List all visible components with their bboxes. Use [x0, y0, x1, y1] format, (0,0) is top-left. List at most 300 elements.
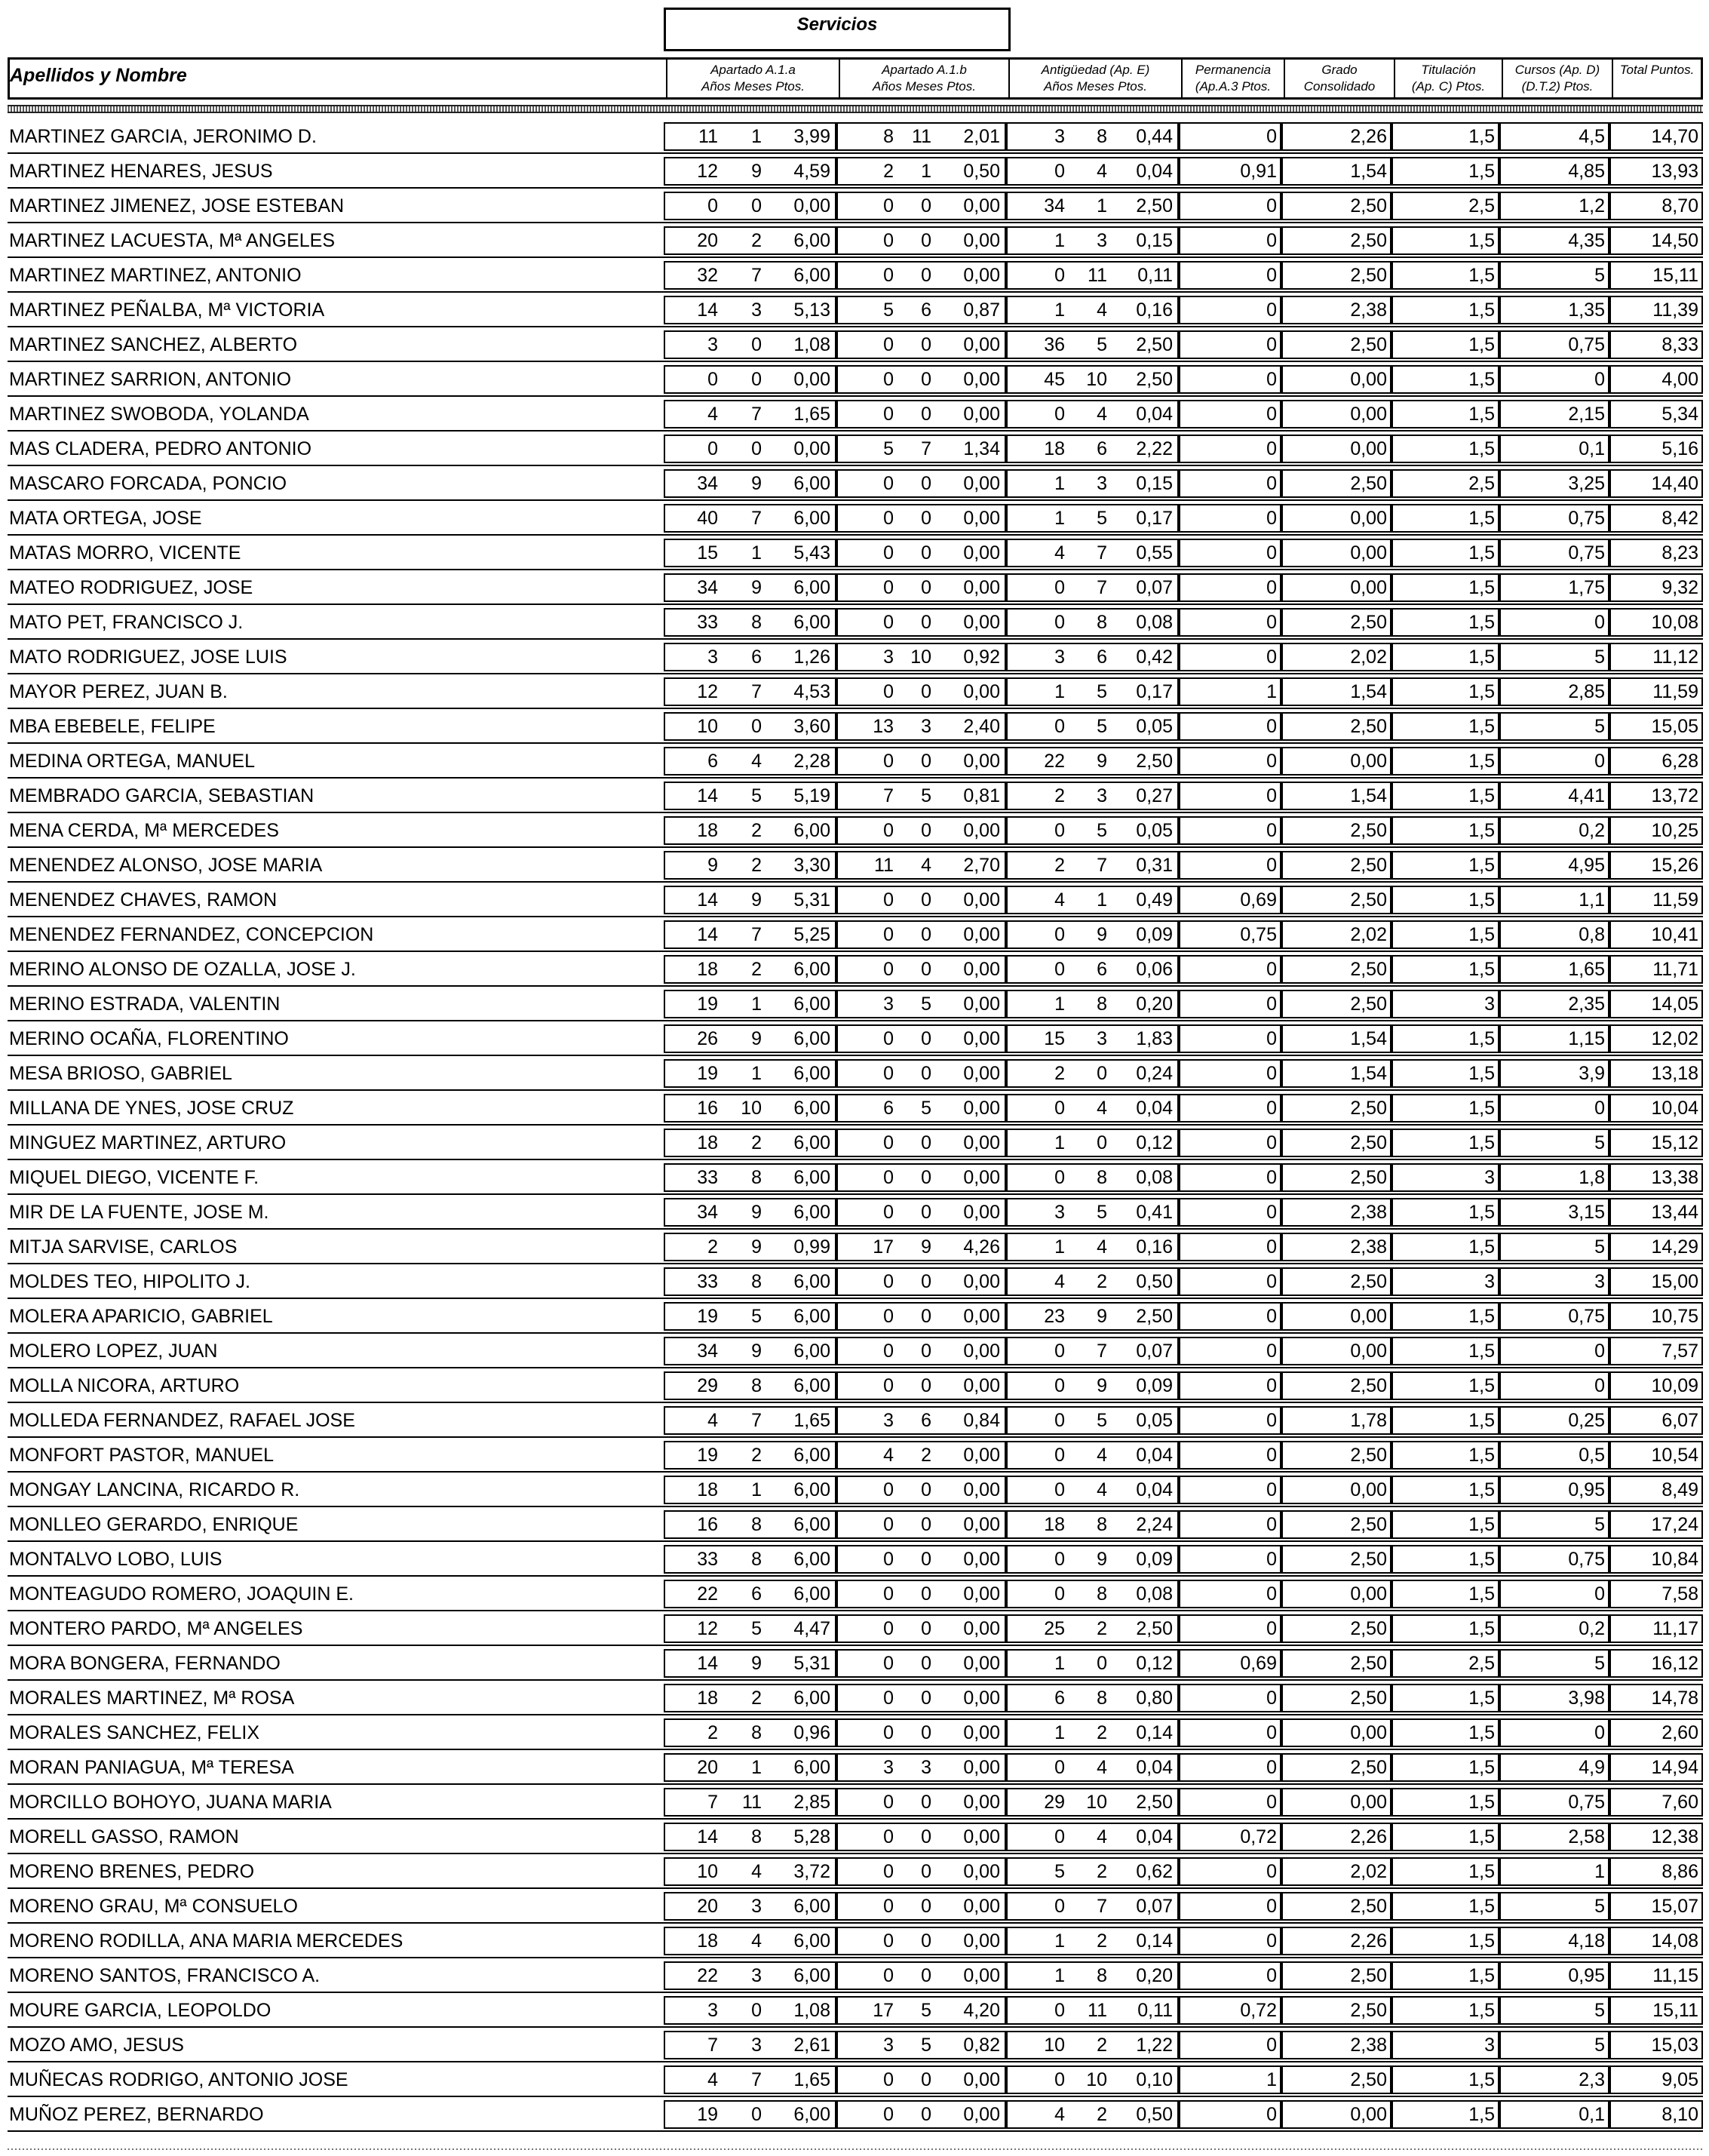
- cell-a1a-months: 7: [751, 681, 762, 702]
- cell-a1b-months: 0: [921, 1514, 931, 1535]
- cell-a1b-years: 0: [883, 1375, 894, 1396]
- cell-a1a-months: 2: [751, 959, 762, 980]
- cell-name: MARTINEZ GARCIA, JERONIMO D.: [9, 126, 317, 147]
- cell-a1a-points: 6,00: [793, 1167, 830, 1188]
- cell-name: MENENDEZ ALONSO, JOSE MARIA: [9, 855, 323, 876]
- cell-a1a-points: 6,00: [793, 1514, 830, 1535]
- cell-grado: 2,50: [1350, 1271, 1387, 1292]
- cell-cursos: 1,2: [1579, 195, 1605, 217]
- cell-a1b-months: 0: [921, 1688, 931, 1709]
- cell-a1a-points: 6,00: [793, 577, 830, 598]
- cell-a1b-years: 0: [883, 1479, 894, 1500]
- cell-a1a-months: 3: [751, 1965, 762, 1986]
- cell-a1a-points: 6,00: [793, 1583, 830, 1605]
- cell-cursos: 0: [1594, 751, 1605, 772]
- cell-tit: 3: [1484, 1167, 1495, 1188]
- cell-a1a-months: 7: [751, 508, 762, 529]
- cell-perm: 0,75: [1240, 924, 1277, 945]
- cell-grado: 0,00: [1350, 404, 1387, 425]
- cell-grado: 0,00: [1350, 542, 1387, 564]
- cell-ant-years: 36: [1044, 334, 1065, 355]
- cell-a1b-years: 0: [883, 1202, 894, 1223]
- cell-a1a-years: 22: [697, 1583, 718, 1605]
- cell-a1b-years: 13: [873, 716, 894, 737]
- cell-a1a-months: 9: [751, 1202, 762, 1223]
- cell-a1a-years: 34: [697, 1341, 718, 1362]
- cell-name: MARTINEZ PEÑALBA, Mª VICTORIA: [9, 299, 325, 321]
- cell-a1b-years: 0: [883, 820, 894, 841]
- cell-total: 8,23: [1661, 542, 1698, 564]
- cell-ant-years: 2: [1054, 785, 1065, 806]
- cell-a1a-points: 2,28: [793, 751, 830, 772]
- cell-a1a-years: 11: [698, 126, 718, 147]
- cell-ant-years: 0: [1054, 2000, 1065, 2021]
- cell-a1b-points: 0,00: [963, 577, 1000, 598]
- table-row: [8, 2028, 1703, 2062]
- cell-a1a-months: 9: [751, 1236, 762, 1258]
- cell-name: MARTINEZ JIMENEZ, JOSE ESTEBAN: [9, 195, 345, 217]
- cell-ant-months: 6: [1097, 438, 1107, 459]
- cell-a1b-years: 0: [883, 612, 894, 633]
- cell-ant-points: 2,50: [1136, 369, 1173, 390]
- cell-a1b-years: 0: [883, 1549, 894, 1570]
- cell-a1a-years: 4: [707, 2069, 718, 2090]
- cell-name: MORA BONGERA, FERNANDO: [9, 1653, 281, 1674]
- cell-a1b-years: 0: [883, 1132, 894, 1153]
- cell-perm: 0: [1266, 785, 1277, 806]
- cell-a1a-months: 5: [751, 785, 762, 806]
- cell-ant-years: 5: [1054, 1861, 1065, 1882]
- cell-a1a-years: 18: [697, 1688, 718, 1709]
- cell-name: MUÑECAS RODRIGO, ANTONIO JOSE: [9, 2069, 348, 2090]
- cell-grado: 2,50: [1350, 1549, 1387, 1570]
- cell-a1a-years: 12: [697, 681, 718, 702]
- table-row: [8, 1646, 1703, 1681]
- cell-name: MONLLEO GERARDO, ENRIQUE: [9, 1514, 299, 1535]
- cell-a1b-points: 0,00: [963, 1375, 1000, 1396]
- cell-grado: 2,02: [1350, 924, 1387, 945]
- cell-total: 15,00: [1651, 1271, 1698, 1292]
- cell-a1b-months: 7: [921, 438, 931, 459]
- cell-perm: 0: [1266, 1930, 1277, 1952]
- cell-a1a-years: 19: [697, 2104, 718, 2125]
- cell-a1a-years: 18: [697, 959, 718, 980]
- cell-a1a-months: 9: [751, 577, 762, 598]
- cell-grado: 0,00: [1350, 1722, 1387, 1743]
- cell-ant-years: 18: [1044, 438, 1065, 459]
- cell-a1a-years: 19: [697, 1445, 718, 1466]
- cell-a1b-points: 0,87: [963, 299, 1000, 321]
- cell-a1b-months: 3: [921, 716, 931, 737]
- cell-a1b-months: 0: [921, 924, 931, 945]
- cell-cursos: 5: [1594, 2035, 1605, 2056]
- cell-perm: 0: [1266, 1271, 1277, 1292]
- cell-a1b-years: 0: [883, 924, 894, 945]
- cell-ant-points: 2,50: [1136, 195, 1173, 217]
- cell-a1b-years: 0: [883, 1583, 894, 1605]
- cell-cursos: 0: [1594, 1341, 1605, 1362]
- cell-grado: 2,50: [1350, 195, 1387, 217]
- cell-a1b-months: 0: [921, 1826, 931, 1847]
- cell-perm: 0: [1266, 1583, 1277, 1605]
- table-row: [8, 952, 1703, 987]
- cell-a1a-years: 34: [697, 473, 718, 494]
- cell-cursos: 2,85: [1568, 681, 1605, 702]
- cell-grado: 2,50: [1350, 889, 1387, 911]
- cell-total: 14,40: [1651, 473, 1698, 494]
- cell-grado: 2,26: [1350, 1826, 1387, 1847]
- cell-grado: 2,38: [1350, 2035, 1387, 2056]
- cell-ant-months: 8: [1097, 126, 1107, 147]
- cell-a1b-years: 0: [883, 889, 894, 911]
- cell-a1b-months: 3: [921, 1757, 931, 1778]
- cell-tit: 1,5: [1468, 334, 1495, 355]
- cell-ant-years: 0: [1054, 1896, 1065, 1917]
- cell-cursos: 0,75: [1568, 1549, 1605, 1570]
- cell-ant-points: 0,27: [1136, 785, 1173, 806]
- cell-ant-years: 1: [1054, 508, 1065, 529]
- cell-tit: 1,5: [1468, 1549, 1495, 1570]
- cell-name: MBA EBEBELE, FELIPE: [9, 716, 216, 737]
- cell-total: 6,07: [1661, 1410, 1698, 1431]
- cell-a1a-points: 5,31: [793, 1653, 830, 1674]
- cell-perm: 0: [1266, 1688, 1277, 1709]
- table-row: [8, 1160, 1703, 1195]
- cell-a1b-points: 4,26: [963, 1236, 1000, 1258]
- cell-cursos: 3,98: [1568, 1688, 1605, 1709]
- cell-a1b-points: 0,00: [963, 1306, 1000, 1327]
- cell-ant-years: 0: [1054, 959, 1065, 980]
- table-row: [8, 1021, 1703, 1056]
- table-header: [8, 57, 1703, 100]
- cell-a1b-points: 0,00: [963, 1341, 1000, 1362]
- header-antiguedad: Antigüedad (Ap. E) Años Meses Ptos.: [1008, 60, 1181, 97]
- cell-total: 8,33: [1661, 334, 1698, 355]
- cell-total: 14,29: [1651, 1236, 1698, 1258]
- cell-ant-points: 0,07: [1136, 577, 1173, 598]
- cell-ant-months: 5: [1097, 508, 1107, 529]
- cell-a1b-months: 0: [921, 1618, 931, 1639]
- cell-ant-points: 1,83: [1136, 1028, 1173, 1049]
- cell-tit: 1,5: [1468, 1583, 1495, 1605]
- cell-a1a-years: 0: [707, 195, 718, 217]
- table-row: [8, 1126, 1703, 1160]
- cell-perm: 1: [1266, 681, 1277, 702]
- cell-total: 8,10: [1661, 2104, 1698, 2125]
- cell-grado: 2,02: [1350, 1861, 1387, 1882]
- cell-grado: 2,50: [1350, 612, 1387, 633]
- cell-tit: 3: [1484, 2035, 1495, 2056]
- cell-perm: 0: [1266, 1375, 1277, 1396]
- cell-ant-months: 3: [1097, 785, 1107, 806]
- cell-cursos: 5: [1594, 1236, 1605, 1258]
- cell-tit: 1,5: [1468, 612, 1495, 633]
- cell-total: 11,17: [1652, 1618, 1698, 1639]
- cell-a1a-points: 6,00: [793, 994, 830, 1015]
- table-row: [8, 1958, 1703, 1993]
- cell-a1b-years: 2: [883, 161, 894, 182]
- cell-a1b-months: 0: [921, 508, 931, 529]
- cell-tit: 1,5: [1468, 404, 1495, 425]
- cell-perm: 0: [1266, 230, 1277, 251]
- cell-a1b-points: 0,00: [963, 473, 1000, 494]
- cell-ant-points: 0,04: [1136, 1479, 1173, 1500]
- cell-tit: 1,5: [1468, 1098, 1495, 1119]
- table-row: [8, 813, 1703, 848]
- cell-tit: 2,5: [1468, 195, 1495, 217]
- cell-name: MORELL GASSO, RAMON: [9, 1826, 239, 1847]
- cell-tit: 1,5: [1468, 1479, 1495, 1500]
- cell-perm: 0: [1266, 1445, 1277, 1466]
- cell-cursos: 1,75: [1568, 577, 1605, 598]
- cell-grado: 2,50: [1350, 716, 1387, 737]
- cell-a1a-points: 6,00: [793, 1341, 830, 1362]
- cell-a1b-points: 0,00: [963, 195, 1000, 217]
- cell-a1a-years: 33: [697, 1549, 718, 1570]
- cell-ant-years: 29: [1044, 1792, 1065, 1813]
- bottom-separator: [8, 2148, 1703, 2150]
- cell-ant-points: 0,14: [1136, 1930, 1173, 1952]
- cell-grado: 2,50: [1350, 1445, 1387, 1466]
- header-apartado-a1b: Apartado A.1.b Años Meses Ptos.: [839, 60, 1008, 97]
- table-row: [8, 1924, 1703, 1958]
- cell-total: 15,05: [1651, 716, 1698, 737]
- cell-a1b-years: 0: [883, 1028, 894, 1049]
- cell-ant-years: 22: [1044, 751, 1065, 772]
- table-row: [8, 1368, 1703, 1403]
- cell-ant-years: 0: [1054, 577, 1065, 598]
- cell-a1a-months: 8: [751, 1826, 762, 1847]
- cell-a1a-months: 2: [751, 855, 762, 876]
- table-row: [8, 1473, 1703, 1507]
- cell-a1a-points: 6,00: [793, 1688, 830, 1709]
- cell-grado: 2,26: [1350, 126, 1387, 147]
- cell-a1a-points: 0,00: [793, 195, 830, 217]
- cell-a1b-months: 0: [921, 2069, 931, 2090]
- cell-a1b-months: 6: [921, 299, 931, 321]
- cell-name: MERINO OCAÑA, FLORENTINO: [9, 1028, 289, 1049]
- cell-cursos: 5: [1594, 716, 1605, 737]
- cell-ant-years: 4: [1054, 1271, 1065, 1292]
- table-row: [8, 189, 1703, 223]
- table-row: [8, 1230, 1703, 1264]
- cell-a1b-months: 11: [912, 126, 931, 147]
- cell-ant-years: 0: [1054, 1410, 1065, 1431]
- cell-ant-months: 10: [1086, 2069, 1107, 2090]
- cell-total: 7,57: [1661, 1341, 1698, 1362]
- cell-a1b-months: 0: [921, 1861, 931, 1882]
- cell-total: 10,41: [1651, 924, 1698, 945]
- cell-a1b-months: 5: [921, 785, 931, 806]
- cell-a1a-months: 8: [751, 612, 762, 633]
- cell-total: 8,49: [1661, 1479, 1698, 1500]
- cell-total: 10,75: [1651, 1306, 1698, 1327]
- cell-cursos: 0: [1594, 612, 1605, 633]
- cell-name: MIQUEL DIEGO, VICENTE F.: [9, 1167, 259, 1188]
- cell-perm: 0,69: [1240, 1653, 1277, 1674]
- cell-ant-points: 0,09: [1136, 924, 1173, 945]
- cell-ant-years: 0: [1054, 716, 1065, 737]
- cell-tit: 1,5: [1468, 161, 1495, 182]
- cell-a1a-months: 3: [751, 2035, 762, 2056]
- cell-a1b-points: 0,00: [963, 1583, 1000, 1605]
- cell-total: 11,71: [1652, 959, 1698, 980]
- cell-a1b-years: 4: [883, 1445, 894, 1466]
- cell-ant-months: 2: [1097, 1271, 1107, 1292]
- cell-total: 5,34: [1661, 404, 1698, 425]
- cell-tit: 1,5: [1468, 1306, 1495, 1327]
- cell-a1a-years: 33: [697, 1271, 718, 1292]
- cell-ant-years: 0: [1054, 1445, 1065, 1466]
- cell-ant-years: 0: [1054, 1757, 1065, 1778]
- cell-a1b-months: 0: [921, 1549, 931, 1570]
- cell-total: 9,32: [1661, 577, 1698, 598]
- cell-grado: 0,00: [1350, 1583, 1387, 1605]
- cell-tit: 1,5: [1468, 369, 1495, 390]
- cell-a1b-months: 0: [921, 473, 931, 494]
- cell-total: 14,78: [1651, 1688, 1698, 1709]
- cell-ant-months: 9: [1097, 924, 1107, 945]
- cell-a1a-points: 6,00: [793, 1965, 830, 1986]
- cell-a1a-points: 3,72: [793, 1861, 830, 1882]
- cell-cursos: 0,75: [1568, 1792, 1605, 1813]
- cell-cursos: 0,75: [1568, 1306, 1605, 1327]
- cell-a1b-points: 0,00: [963, 1479, 1000, 1500]
- cell-tit: 1,5: [1468, 681, 1495, 702]
- cell-tit: 1,5: [1468, 577, 1495, 598]
- cell-a1b-years: 0: [883, 1861, 894, 1882]
- cell-a1b-years: 0: [883, 404, 894, 425]
- header-grado: Grado Consolidado: [1284, 60, 1394, 97]
- cell-perm: 0: [1266, 1341, 1277, 1362]
- cell-a1a-years: 3: [707, 334, 718, 355]
- cell-grado: 2,50: [1350, 1757, 1387, 1778]
- cell-tit: 1,5: [1468, 1757, 1495, 1778]
- cell-cursos: 5: [1594, 2000, 1605, 2021]
- cell-cursos: 2,58: [1568, 1826, 1605, 1847]
- cell-total: 13,18: [1651, 1063, 1698, 1084]
- cell-name: MOLDES TEO, HIPOLITO J.: [9, 1271, 250, 1292]
- cell-ant-months: 4: [1097, 1479, 1107, 1500]
- cell-cursos: 0: [1594, 1722, 1605, 1743]
- cell-tit: 1,5: [1468, 126, 1495, 147]
- cell-a1b-months: 0: [921, 1583, 931, 1605]
- cell-a1a-points: 6,00: [793, 1757, 830, 1778]
- table-row: [8, 1403, 1703, 1438]
- cell-a1b-points: 0,00: [963, 1965, 1000, 1986]
- cell-tit: 1,5: [1468, 646, 1495, 668]
- cell-a1a-points: 6,00: [793, 820, 830, 841]
- cell-grado: 2,50: [1350, 1688, 1387, 1709]
- cell-cursos: 0: [1594, 369, 1605, 390]
- cell-ant-months: 6: [1097, 959, 1107, 980]
- cell-a1b-years: 0: [883, 230, 894, 251]
- cell-ant-months: 4: [1097, 1757, 1107, 1778]
- cell-grado: 0,00: [1350, 438, 1387, 459]
- cell-ant-months: 11: [1088, 265, 1107, 286]
- table-row: [8, 917, 1703, 952]
- table-body: [8, 119, 1703, 2132]
- cell-a1b-points: 1,34: [963, 438, 1000, 459]
- cell-tit: 1,5: [1468, 1930, 1495, 1952]
- cell-perm: 0: [1266, 1063, 1277, 1084]
- cell-ant-points: 0,20: [1136, 994, 1173, 1015]
- cell-perm: 0,72: [1240, 2000, 1277, 2021]
- cell-ant-points: 0,50: [1136, 1271, 1173, 1292]
- cell-a1b-months: 0: [921, 230, 931, 251]
- cell-grado: 0,00: [1350, 2104, 1387, 2125]
- cell-grado: 2,02: [1350, 646, 1387, 668]
- cell-perm: 0: [1266, 1236, 1277, 1258]
- cell-a1a-years: 32: [697, 265, 718, 286]
- cell-grado: 2,50: [1350, 1375, 1387, 1396]
- cell-name: MORENO SANTOS, FRANCISCO A.: [9, 1965, 321, 1986]
- cell-a1b-months: 0: [921, 1479, 931, 1500]
- table-row: [8, 1993, 1703, 2028]
- cell-a1a-points: 6,00: [793, 265, 830, 286]
- cell-a1b-points: 0,00: [963, 1757, 1000, 1778]
- cell-cursos: 3,15: [1568, 1202, 1605, 1223]
- cell-ant-years: 1: [1054, 1930, 1065, 1952]
- cell-a1b-points: 0,81: [963, 785, 1000, 806]
- cell-ant-months: 9: [1097, 751, 1107, 772]
- cell-name: MOLERA APARICIO, GABRIEL: [9, 1306, 273, 1327]
- cell-ant-years: 10: [1044, 2035, 1065, 2056]
- cell-total: 13,72: [1651, 785, 1698, 806]
- cell-a1a-months: 2: [751, 230, 762, 251]
- cell-ant-years: 0: [1054, 161, 1065, 182]
- cell-a1a-points: 6,00: [793, 473, 830, 494]
- table-row: [8, 1334, 1703, 1368]
- cell-cursos: 3: [1594, 1271, 1605, 1292]
- cell-ant-months: 6: [1097, 646, 1107, 668]
- cell-ant-months: 10: [1086, 369, 1107, 390]
- cell-ant-months: 7: [1097, 1896, 1107, 1917]
- cell-ant-years: 4: [1054, 889, 1065, 911]
- cell-a1a-years: 14: [697, 924, 718, 945]
- table-row: [8, 570, 1703, 605]
- cell-ant-points: 0,12: [1136, 1653, 1173, 1674]
- cell-perm: 0: [1266, 542, 1277, 564]
- cell-name: MORENO BRENES, PEDRO: [9, 1861, 255, 1882]
- cell-a1b-years: 0: [883, 369, 894, 390]
- cell-tit: 1,5: [1468, 1236, 1495, 1258]
- cell-ant-years: 1: [1054, 1722, 1065, 1743]
- cell-a1a-years: 33: [697, 612, 718, 633]
- cell-ant-points: 0,80: [1136, 1688, 1173, 1709]
- cell-ant-years: 0: [1054, 820, 1065, 841]
- table-row: [8, 293, 1703, 327]
- cell-a1a-years: 3: [707, 646, 718, 668]
- cell-tit: 1,5: [1468, 1202, 1495, 1223]
- cell-a1b-years: 0: [883, 1896, 894, 1917]
- cell-name: MOLERO LOPEZ, JUAN: [9, 1341, 218, 1362]
- cell-ant-months: 4: [1097, 161, 1107, 182]
- cell-total: 15,07: [1651, 1896, 1698, 1917]
- cell-total: 13,38: [1651, 1167, 1698, 1188]
- cell-ant-years: 2: [1054, 855, 1065, 876]
- cell-grado: 2,38: [1350, 1236, 1387, 1258]
- cell-a1a-points: 6,00: [793, 230, 830, 251]
- cell-a1b-months: 5: [921, 994, 931, 1015]
- cell-name: MOZO AMO, JESUS: [9, 2035, 184, 2056]
- cell-perm: 0: [1266, 1410, 1277, 1431]
- cell-ant-points: 0,17: [1136, 681, 1173, 702]
- cell-ant-years: 2: [1054, 1063, 1065, 1084]
- cell-tit: 1,5: [1468, 716, 1495, 737]
- cell-cursos: 4,5: [1579, 126, 1605, 147]
- cell-ant-years: 1: [1054, 299, 1065, 321]
